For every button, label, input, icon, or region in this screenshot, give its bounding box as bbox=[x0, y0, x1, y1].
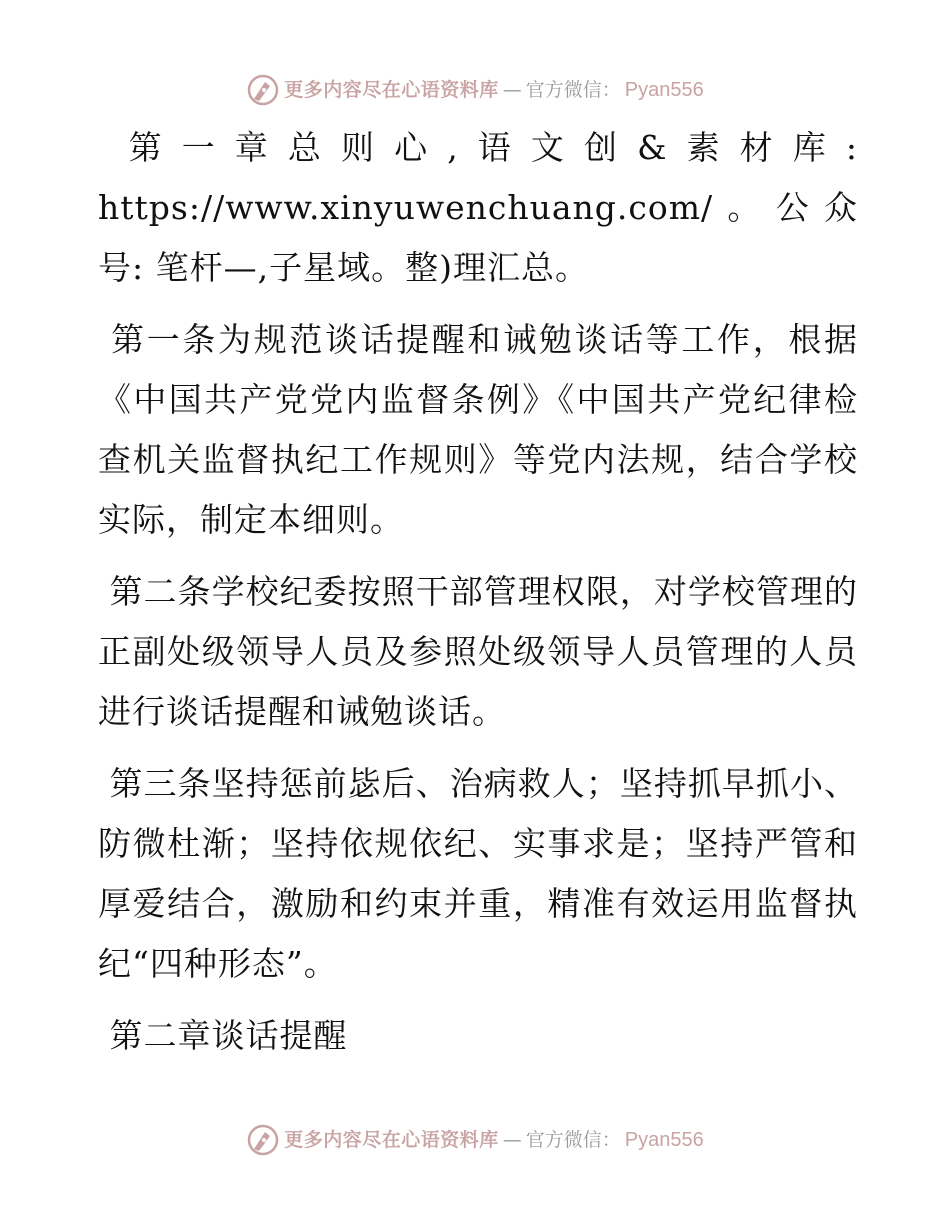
paragraph-chapter-one-heading: 第一章总则心,语文创&素材库: https://www.xinyuwenchuang.com/。公众号: 笔杆—,子星域。整)理汇总。 bbox=[98, 128, 858, 287]
banner-main-text: 更多内容尽在心语资料库 bbox=[284, 79, 499, 101]
paragraph-article-two: 第二条学校纪委按照干部管理权限，对学校管理的正副处级领导人员及参照处级领导人员管理的人员进行谈话提醒和诫勉谈话。 bbox=[98, 572, 858, 731]
pen-nib-logo-icon bbox=[246, 73, 280, 107]
document-body bbox=[98, 118, 858, 1078]
pen-nib-logo-icon bbox=[246, 1123, 280, 1157]
banner-wechat-id: Pyan556 bbox=[624, 79, 704, 101]
paragraph-article-three: 第三条坚持惩前毖后、治病救人；坚持抓早抓小、防微杜渐；坚持依规依纪、实事求是；坚持严管和厚爱结合，激励和约束并重，精准有效运用监督执纪“四种形态”。 bbox=[98, 764, 858, 983]
banner-wechat-label: 官方微信： bbox=[525, 79, 621, 101]
header-banner bbox=[0, 70, 950, 110]
banner-separator: — bbox=[502, 79, 522, 101]
footer-banner bbox=[0, 1120, 950, 1160]
banner-wechat-label: 官方微信： bbox=[525, 1129, 621, 1151]
banner-separator: — bbox=[502, 1129, 522, 1151]
banner-wechat-id: Pyan556 bbox=[624, 1129, 704, 1151]
paragraph-article-one: 第一条为规范谈话提醒和诫勉谈话等工作，根据《中国共产党党内监督条例》《中国共产党纪律检查机关监督执纪工作规则》等党内法规，结合学校实际，制定本细则。 bbox=[98, 320, 858, 539]
paragraph-chapter-two-heading: 第二章谈话提醒 bbox=[98, 1016, 348, 1055]
banner-main-text: 更多内容尽在心语资料库 bbox=[284, 1129, 499, 1151]
